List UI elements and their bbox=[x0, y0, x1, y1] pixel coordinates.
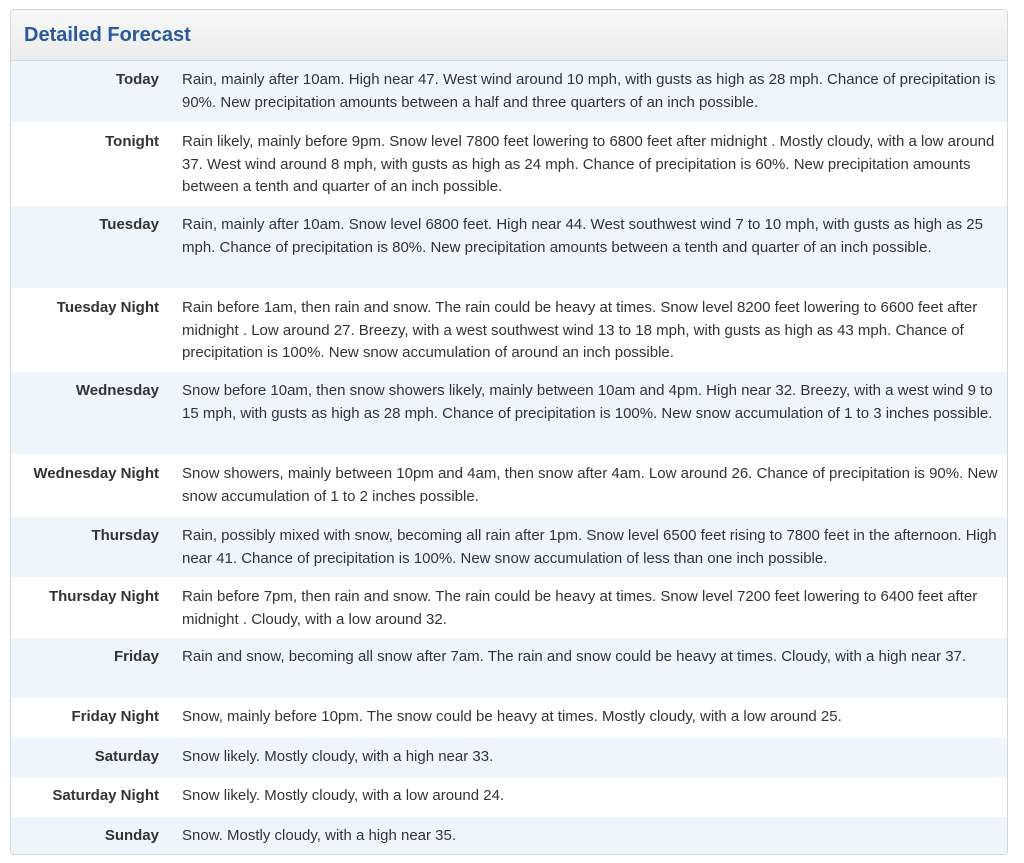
forecast-period-text: Rain before 1am, then rain and snow. The rain could be heavy at times. Snow level 8200 feet lowering to 6600 feet after midnight . Low around 27. Breezy, with a west southwest wind 13 to 18 mph, with gusts as high as 43 mph. Chance of precipitation is 100%. New snow accumulation of around an inch possible. bbox=[182, 299, 978, 361]
forecast-row-saturday bbox=[11, 738, 1007, 777]
forecast-row-tuesday-night bbox=[11, 288, 1007, 372]
forecast-row-tuesday bbox=[11, 206, 1007, 288]
forecast-row-today bbox=[11, 61, 1007, 122]
forecast-period-text: Rain, possibly mixed with snow, becoming all rain after 1pm. Snow level 6500 feet rising to 7800 feet in the afternoon. High near 41. Chance of precipitation is 100%. New snow accumulation of less than one inch possible. bbox=[182, 527, 997, 567]
forecast-row-sunday bbox=[11, 817, 1007, 855]
forecast-period-text: Snow before 10am, then snow showers likely, mainly between 10am and 4pm. High near 32. Breezy, with a west wind 9 to 15 mph, with gusts as high as 28 mph. Chance of precipitation is 100%. New snow accumulation of 1 to 3 inches possible. bbox=[182, 382, 993, 422]
forecast-period-label: Tuesday bbox=[99, 216, 159, 233]
forecast-period-label: Wednesday bbox=[75, 382, 159, 399]
forecast-period-text: Snow likely. Mostly cloudy, with a low around 24. bbox=[182, 787, 505, 804]
forecast-list bbox=[11, 61, 1007, 855]
forecast-period-label: Saturday Night bbox=[52, 787, 159, 804]
forecast-period-text: Rain likely, mainly before 9pm. Snow level 7800 feet lowering to 6800 feet after midnight . Mostly cloudy, with a low around 37. West wind around 8 mph, with gusts as high as 24 mph. Chance of precipitation is 60%. New precipitation amounts between a tenth and quarter of an inch possible. bbox=[182, 133, 995, 195]
forecast-period-label: Today bbox=[115, 71, 159, 88]
forecast-period-text: Rain, mainly after 10am. High near 47. West wind around 10 mph, with gusts as high as 28 mph. Chance of precipitation is 90%. New precipitation amounts between a half and three quarters of an inch possible. bbox=[182, 71, 996, 111]
forecast-period-text: Rain and snow, becoming all snow after 7am. The rain and snow could be heavy at times. Cloudy, with a high near 37. bbox=[182, 648, 967, 665]
forecast-period-text: Rain, mainly after 10am. Snow level 6800 feet. High near 44. West southwest wind 7 to 10 mph, with gusts as high as 25 mph. Chance of precipitation is 80%. New precipitation amounts between a tenth and quarter of an inch possible. bbox=[182, 216, 983, 256]
forecast-period-label: Wednesday Night bbox=[33, 465, 159, 482]
forecast-row-wednesday bbox=[11, 372, 1007, 454]
forecast-period-label: Thursday Night bbox=[48, 588, 159, 605]
detailed-forecast-panel bbox=[10, 9, 1008, 855]
forecast-row-thursday bbox=[11, 517, 1007, 577]
forecast-row-thursday-night bbox=[11, 577, 1007, 638]
forecast-period-text: Snow. Mostly cloudy, with a high near 35. bbox=[182, 827, 457, 844]
forecast-period-label: Friday Night bbox=[71, 708, 159, 725]
forecast-period-label: Sunday bbox=[104, 827, 159, 844]
forecast-row-friday bbox=[11, 638, 1007, 698]
forecast-period-text: Rain before 7pm, then rain and snow. The rain could be heavy at times. Snow level 7200 feet lowering to 6400 feet after midnight . Cloudy, with a low around 32. bbox=[182, 588, 978, 628]
forecast-period-label: Tuesday Night bbox=[56, 299, 159, 316]
forecast-row-tonight bbox=[11, 122, 1007, 206]
forecast-period-label: Friday bbox=[113, 648, 159, 665]
forecast-period-label: Saturday bbox=[94, 748, 159, 765]
forecast-period-text: Snow, mainly before 10pm. The snow could be heavy at times. Mostly cloudy, with a low around 25. bbox=[182, 708, 842, 725]
forecast-period-text: Snow likely. Mostly cloudy, with a high near 33. bbox=[182, 748, 494, 765]
forecast-row-friday-night bbox=[11, 698, 1007, 738]
forecast-period-text: Snow showers, mainly between 10pm and 4am, then snow after 4am. Low around 26. Chance of precipitation is 90%. New snow accumulation of 1 to 2 inches possible. bbox=[182, 465, 998, 505]
panel-heading bbox=[11, 10, 1007, 61]
forecast-period-label: Thursday bbox=[91, 527, 159, 544]
forecast-period-label: Tonight bbox=[105, 133, 159, 150]
forecast-row-saturday-night bbox=[11, 777, 1007, 817]
panel-title: Detailed Forecast bbox=[24, 23, 191, 46]
forecast-row-wednesday-night bbox=[11, 454, 1007, 517]
